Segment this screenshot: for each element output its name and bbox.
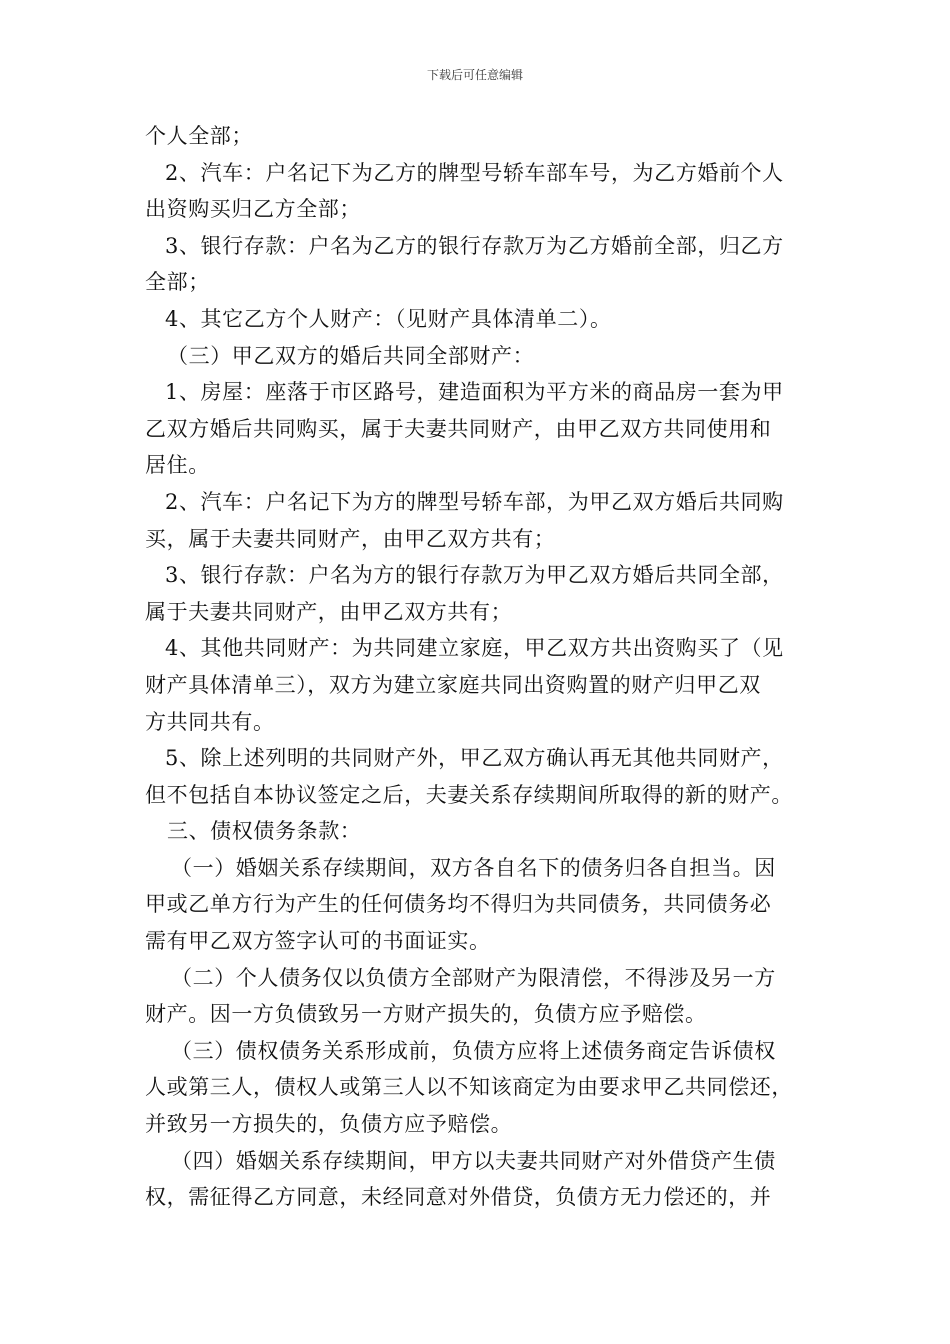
text-line: 方共同共有。 [145,709,275,734]
text-line: 买，属于夫妻共同财产，由甲乙双方共有； [145,526,556,551]
text-line: 出资购买归乙方全部； [145,197,361,222]
text-line: （四）婚姻关系存续期间，甲方以夫妻共同财产对外借贷产生债 [171,1148,776,1173]
text-line: 权，需征得乙方同意，未经同意对外借贷，负债方无力偿还的，并 [145,1185,772,1210]
text-line: 人或第三人，债权人或第三人以不知该商定为由要求甲乙共同偿还， [145,1075,793,1100]
text-line: 财产具体清单三），双方为建立家庭共同出资购置的财产归甲乙双 [145,672,761,697]
text-line: 但不包括自本协议签定之后，夫妻关系存续期间所取得的新的财产。 [145,782,793,807]
page-header: 下载后可任意编辑 [426,68,523,82]
text-line: 并致另一方损失的，负债方应予赔偿。 [145,1112,513,1137]
text-line: 3、银行存款：户名为方的银行存款万为甲乙双方婚后共同全部， [165,563,784,588]
text-line: 2、汽车：户名记下为方的牌型号轿车部，为甲乙双方婚后共同购 [165,489,784,514]
text-line: 乙双方婚后共同购买，属于夫妻共同财产，由甲乙双方共同使用和 [145,416,772,441]
document-body [145,118,825,1216]
text-line: 2、汽车：户名记下为乙方的牌型号轿车部车号，为乙方婚前个人 [165,160,784,185]
text-line: 1、房屋：座落于市区路号，建造面积为平方米的商品房一套为甲 [165,380,784,405]
text-line: 三、债权债务条款： [167,819,362,844]
text-line: （三）债权债务关系形成前，负债方应将上述债务商定告诉债权 [171,1038,776,1063]
text-line: 个人全部； [145,124,253,148]
text-line: （二）个人债务仅以负债方全部财产为限清偿，不得涉及另一方 [171,965,776,990]
text-line: 5、除上述列明的共同财产外，甲乙双方确认再无其他共同财产， [165,746,784,771]
text-line: 3、银行存款：户名为乙方的银行存款万为乙方婚前全部，归乙方 [165,233,784,258]
text-line: 居住。 [145,453,210,478]
text-line: 财产。因一方负债致另一方财产损失的，负债方应予赔偿。 [145,1002,707,1027]
text-line: 属于夫妻共同财产，由甲乙双方共有； [145,599,513,624]
text-line: （一）婚姻关系存续期间，双方各自名下的债务归各自担当。因 [171,855,776,880]
text-line: 需有甲乙双方签字认可的书面证实。 [145,929,491,954]
text-line: （三）甲乙双方的婚后共同全部财产： [167,343,535,368]
text-line: 甲或乙单方行为产生的任何债务均不得归为共同债务，共同债务必 [145,892,772,917]
text-line: 4、其它乙方个人财产：（见财产具体清单二）。 [165,306,612,331]
text-line: 全部； [145,270,210,295]
text-line: 4、其他共同财产：为共同建立家庭，甲乙双方共出资购买了（见 [165,636,784,661]
